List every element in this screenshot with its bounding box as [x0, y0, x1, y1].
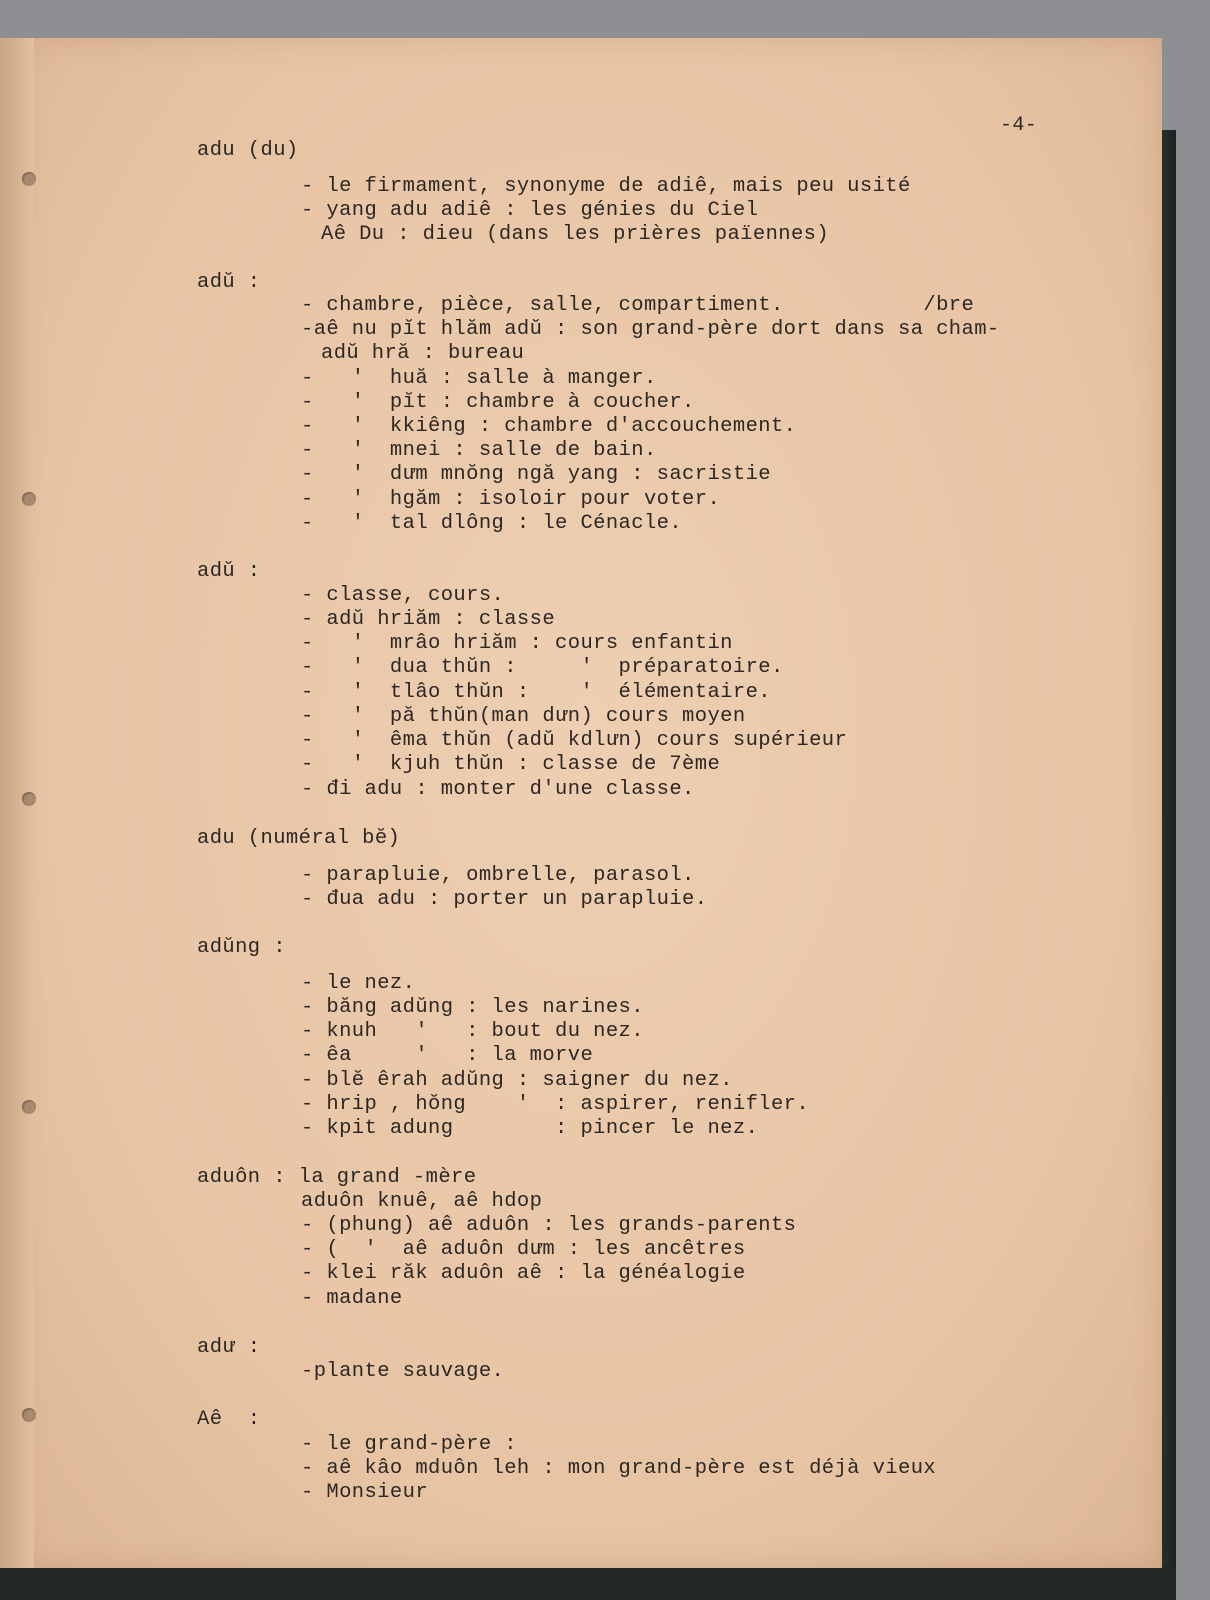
definition-line: - ' pĭt : chambre à coucher.: [301, 391, 695, 414]
definition-line: - le nez.: [301, 972, 416, 995]
definition-line: Aê Du : dieu (dans les prières païennes): [321, 223, 830, 246]
page-number: -4-: [1000, 114, 1038, 137]
definition-line: - blĕ êrah adŭng : saigner du nez.: [301, 1069, 733, 1092]
definition-line: - Monsieur: [301, 1481, 429, 1504]
definition-line: - classe, cours.: [301, 584, 505, 607]
definition-line: - ' huă : salle à manger.: [301, 367, 657, 390]
definition-line: - ' mrâo hriăm : cours enfantin: [301, 632, 733, 655]
definition-line: - ' kkiêng : chambre d'accouchement.: [301, 415, 797, 438]
definition-line: - adŭ hriăm : classe: [301, 608, 556, 631]
definition-line: - hrip , hŏng ' : aspirer, renifler.: [301, 1093, 810, 1116]
definition-line: - ( ' aê aduôn dưm : les ancêtres: [301, 1238, 746, 1261]
definition-line: - băng adŭng : les narines.: [301, 996, 644, 1019]
headword: adŭng :: [197, 936, 286, 959]
definition-line: -plante sauvage.: [301, 1360, 505, 1383]
headword: adu (numéral bĕ): [197, 827, 401, 850]
definition-line: - chambre, pièce, salle, compartiment. /bre: [301, 294, 975, 317]
definition-line: aduôn knuê, aê hdop: [301, 1190, 543, 1213]
definition-line: -aê nu pĭt hlăm adŭ : son grand-père dort dans sa cham-: [301, 318, 1000, 341]
definition-line: - ' mnei : salle de bain.: [301, 439, 657, 462]
definition-line: - êa ' : la morve: [301, 1044, 594, 1067]
definition-line: adŭ hră : bureau: [321, 342, 525, 365]
definition-line: - aê kâo mduôn leh : mon grand-père est déjà vieux: [301, 1457, 937, 1480]
definition-line: - yang adu adiê : les génies du Ciel: [301, 199, 759, 222]
definition-line: - knuh ' : bout du nez.: [301, 1020, 644, 1043]
headword: adŭ :: [197, 271, 261, 294]
definition-line: - ' tal dlông : le Cénacle.: [301, 512, 683, 535]
definition-line: - đi adu : monter d'une classe.: [301, 778, 695, 801]
definition-line: - le firmament, synonyme de adiê, mais peu usité: [301, 175, 911, 198]
definition-line: - ' tlâo thŭn : ' élémentaire.: [301, 681, 771, 704]
headword: adư :: [197, 1336, 261, 1359]
definition-line: - ' dưm mnŏng ngă yang : sacristie: [301, 463, 771, 486]
headword: adu (du): [197, 139, 299, 162]
definition-line: - đua adu : porter un parapluie.: [301, 888, 708, 911]
definition-line: - parapluie, ombrelle, parasol.: [301, 864, 695, 887]
headword: aduôn : la grand -mère: [197, 1166, 477, 1189]
definition-line: - ' dua thŭn : ' préparatoire.: [301, 656, 784, 679]
headword: adŭ :: [197, 560, 261, 583]
definition-line: - ' pă thŭn(man dưn) cours moyen: [301, 705, 746, 728]
definition-line: - le grand-père :: [301, 1433, 517, 1456]
headword: Aê :: [197, 1408, 261, 1431]
definition-line: - ' hgăm : isoloir pour voter.: [301, 488, 721, 511]
definition-line: - ' kjuh thŭn : classe de 7ème: [301, 753, 721, 776]
definition-line: - ' êma thŭn (adŭ kdlưn) cours supérieur: [301, 729, 848, 752]
definition-line: - madane: [301, 1287, 403, 1310]
definition-line: - klei răk aduôn aê : la généalogie: [301, 1262, 746, 1285]
definition-line: - kpit adung : pincer le nez.: [301, 1117, 759, 1140]
definition-line: - (phung) aê aduôn : les grands-parents: [301, 1214, 797, 1237]
